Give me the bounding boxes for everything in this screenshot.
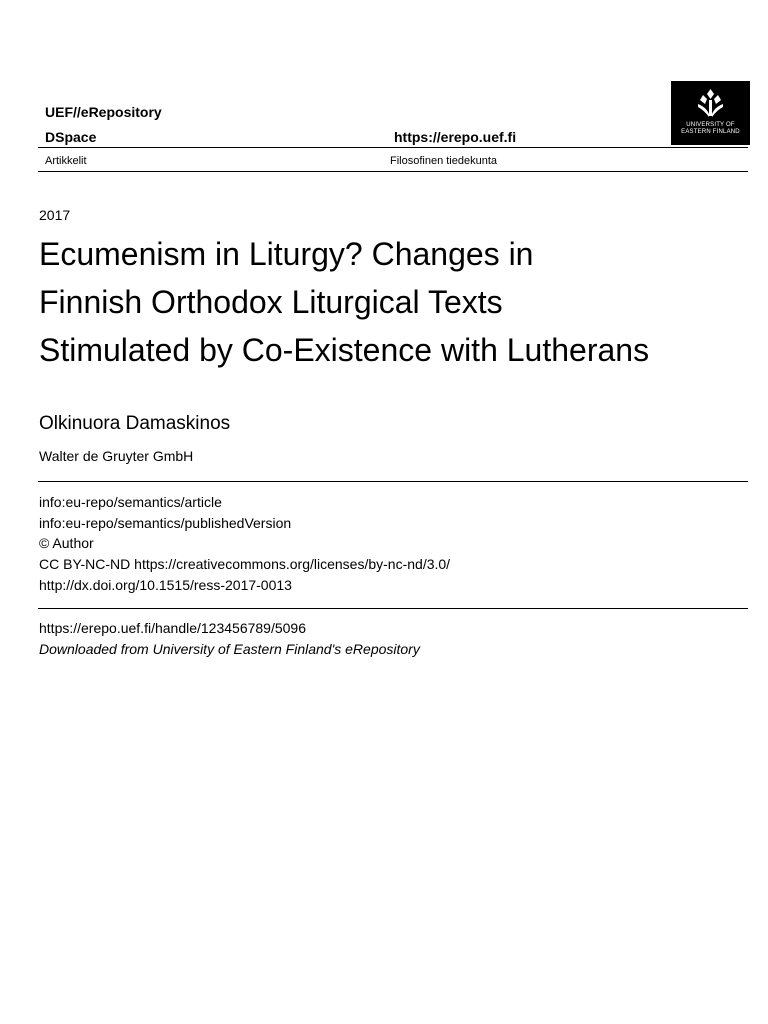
repository-name: UEF//eRepository (45, 104, 162, 120)
title-line-3: Stimulated by Co-Existence with Lutherans (39, 332, 650, 368)
doi-link[interactable]: http://dx.doi.org/10.1515/ress-2017-0013 (39, 576, 292, 593)
faculty-name: Filosofinen tiedekunta (390, 155, 498, 167)
author-name: Olkinuora Damaskinos (39, 413, 231, 434)
university-logo (671, 81, 750, 145)
publisher-name: Walter de Gruyter GmbH (39, 448, 194, 464)
repository-url[interactable]: https://erepo.uef.fi (394, 129, 517, 145)
metadata-list (39, 492, 450, 596)
metadata-item: © Author (39, 535, 94, 552)
title-line-1: Ecumenism in Liturgy? Changes in (39, 236, 534, 272)
document-title (39, 230, 739, 374)
download-note: Downloaded from University of Eastern Finland's eRepository (39, 641, 420, 657)
logo-text-line2: EASTERN FINLAND (681, 129, 740, 135)
header-divider-top (38, 147, 748, 148)
footer-divider (38, 608, 748, 609)
license-item[interactable]: CC BY-NC-ND https://creativecommons.org/licenses/by-nc-nd/3.0/ (39, 556, 451, 573)
metadata-item: info:eu-repo/semantics/publishedVersion (39, 514, 292, 531)
publication-year: 2017 (39, 207, 71, 223)
handle-link[interactable]: https://erepo.uef.fi/handle/123456789/5096 (39, 620, 306, 636)
metadata-item: info:eu-repo/semantics/article (39, 494, 222, 510)
metadata-divider (38, 481, 748, 482)
tree-logo-icon (696, 88, 725, 120)
platform-name: DSpace (45, 129, 97, 145)
logo-text-line1: UNIVERSITY OF (686, 122, 735, 128)
item-type: Artikkelit (45, 155, 87, 167)
title-line-2: Finnish Orthodox Liturgical Texts (39, 284, 503, 320)
header-divider-bottom (38, 171, 748, 172)
